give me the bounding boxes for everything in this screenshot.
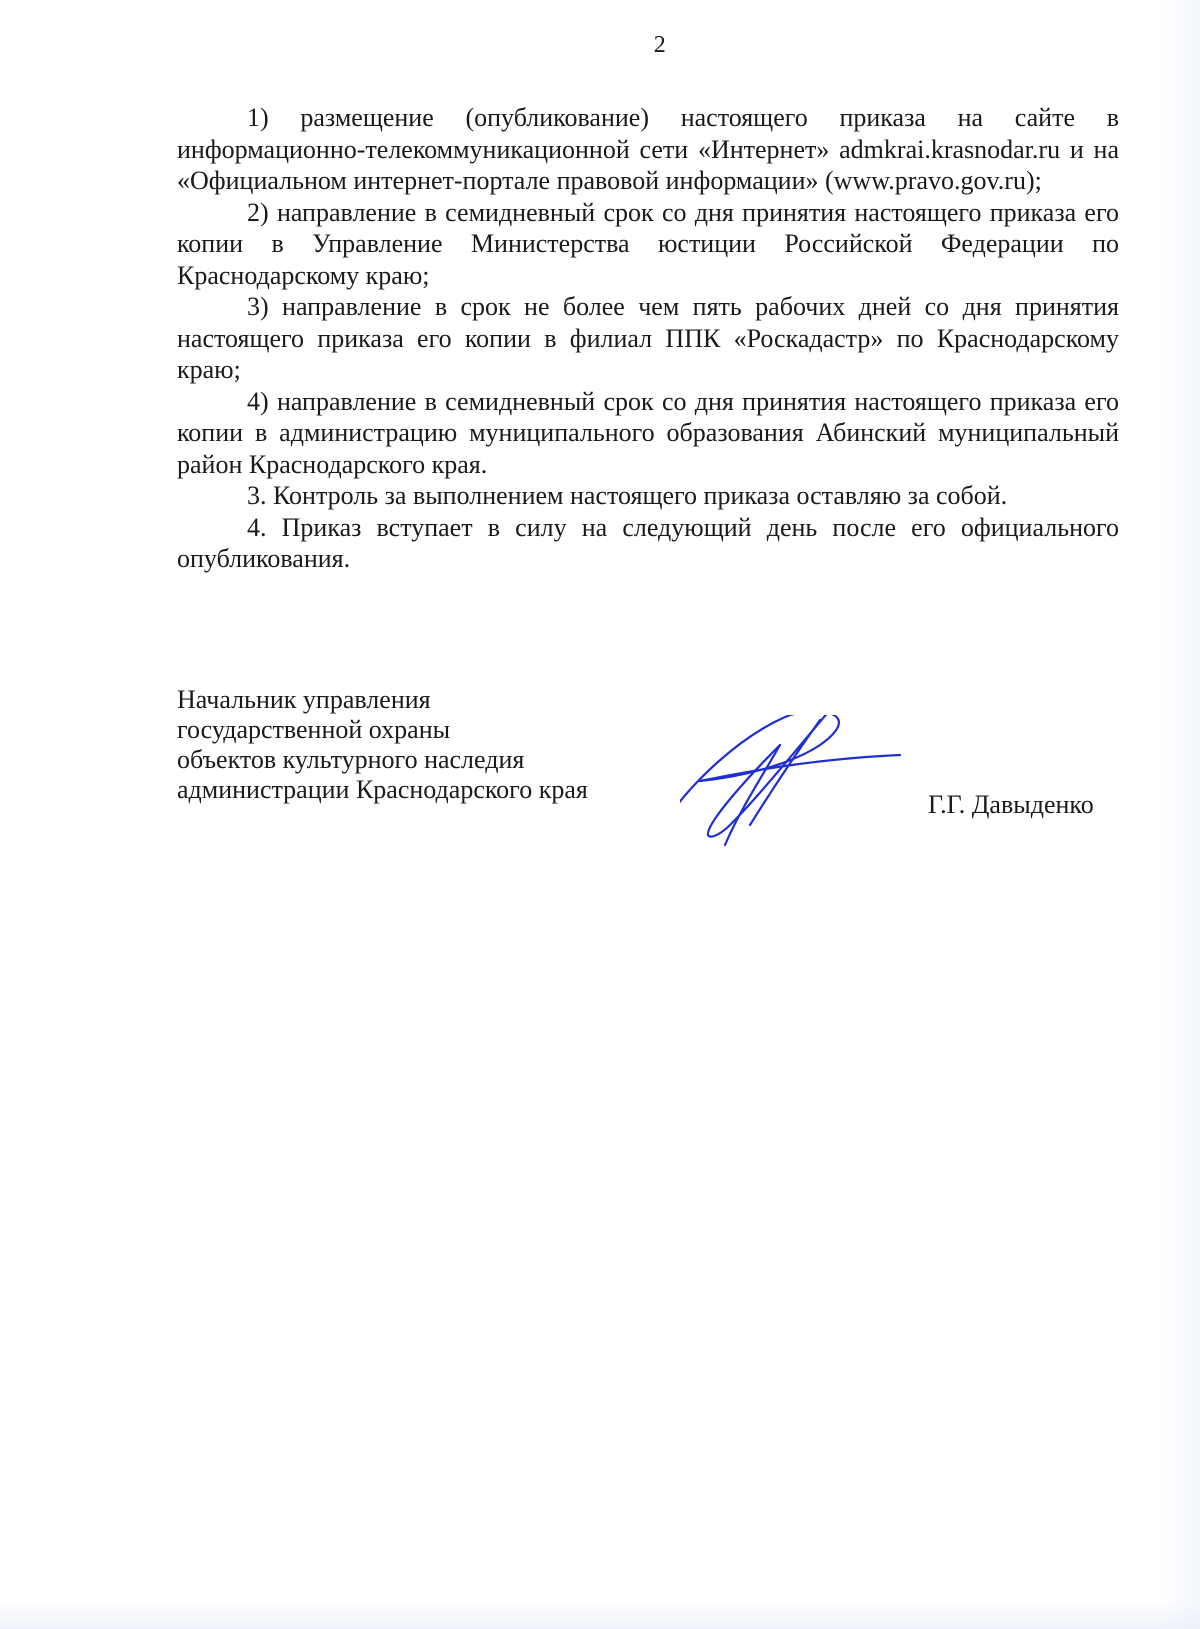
paragraph-item-4: 4) направление в семидневный срок со дня принятия настоящего приказа его копии в администрацию муниципального образования Абинский муниципальный район Краснодарского края. [177,386,1119,479]
signer-name: Г.Г. Давыденко [928,790,1094,819]
signer-position [177,685,588,805]
handwritten-signature [680,715,930,855]
paragraph-item-3: 3) направление в срок не более чем пять рабочих дней со дня принятия настоящего приказа его копии в филиал ППК «Роскадастр» по Краснодарскому краю; [177,292,1119,384]
scan-edge-shadow [1160,0,1200,1629]
signer-position-line: администрации Краснодарского края [177,775,588,804]
paragraph-control: 3. Контроль за выполнением настоящего приказа оставляю за собой. [247,481,1008,510]
document-body [177,102,1119,575]
paragraph-effective-date: 4. Приказ вступает в силу на следующий день после его официального опубликования. [177,512,1119,573]
page-number: 2 [653,32,667,58]
signer-position-line: Начальник управления [177,685,431,714]
paragraph-item-2: 2) направление в семидневный срок со дня принятия настоящего приказа его копии в Управление Министерства юстиции Российской Федерации по Краснодарскому краю; [177,197,1119,290]
signer-position-line: объектов культурного наследия [177,745,525,774]
signer-position-line: государственной охраны [177,715,451,744]
scan-bottom-shadow [0,1599,1200,1629]
paragraph-item-1: 1) размещение (опубликование) настоящего приказа на сайте в информационно-телекоммуникационной сети «Интернет» admkrai.krasnodar.ru и на «Официальном интернет-портале правовой информации» (www.pravo.gov.ru); [177,103,1119,195]
